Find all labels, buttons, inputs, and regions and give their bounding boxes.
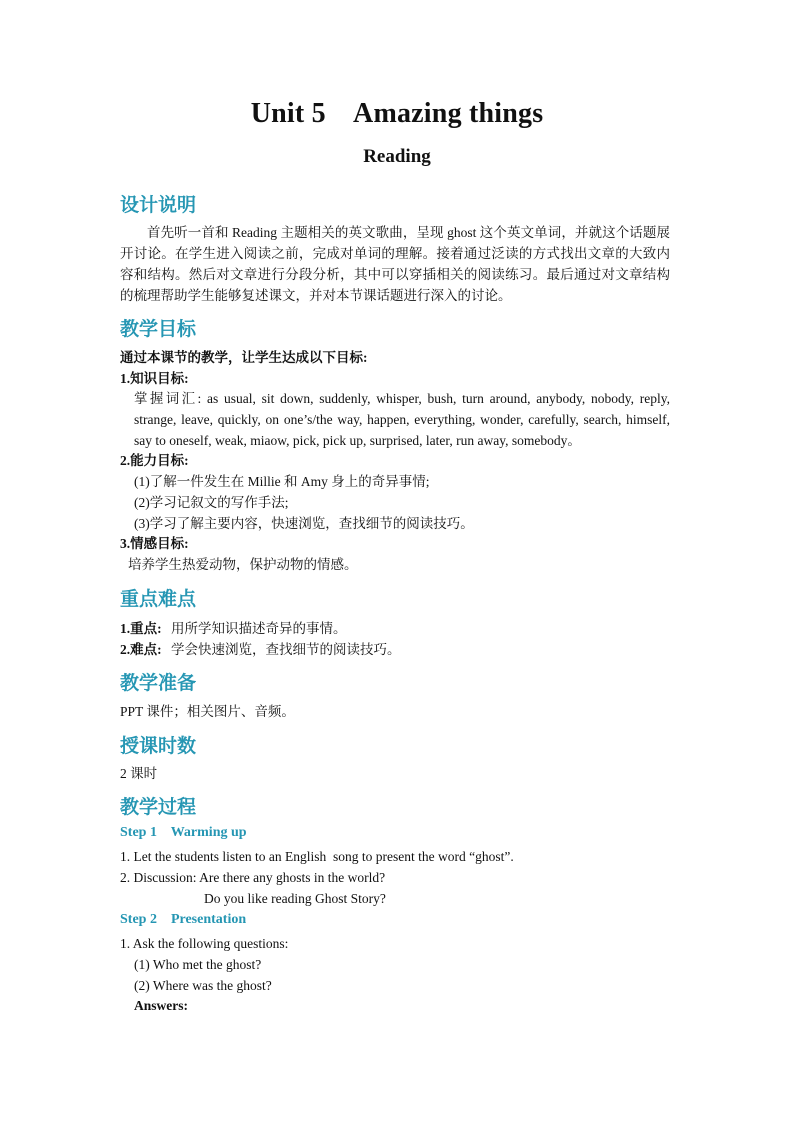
answers-label: Answers: bbox=[134, 998, 188, 1013]
ability-goal-3: (3)学习了解主要内容，快速浏览，查找细节的阅读技巧。 bbox=[134, 516, 474, 531]
key-point-row bbox=[120, 618, 347, 639]
step2-heading: Step 2 Presentation bbox=[120, 912, 247, 927]
design-notes-text: 首先听一首和 Reading 主题相关的英文歌曲，呈现 ghost 这个英文单词，并就这个话题展开讨论。在学生进入阅读之前，完成对单词的理解。接着通过泛读的方式找出文章的大致内容和结构。然后对文章进行分段分析，其中可以穿插相关的阅读练习。最后通过对文章结构的梳理帮助学生能够复述课文，并对本节课话题进行深入的讨论。 bbox=[120, 225, 670, 303]
knowledge-goal-text: 掌握词汇: as usual, sit down, suddenly, whisper, bush, turn around, anybody, nobody, reply, strange, leave, quickly, on one’s/the way, happen, everything, wonder, carefully, search, himself, say to oneself, weak, miaow, pick, pick up, surprised, later, run away, somebody。 bbox=[134, 391, 670, 448]
step1-line-2: 2. Discussion: Are there any ghosts in the world? bbox=[120, 870, 386, 885]
heading-teaching-goals: 教学目标 bbox=[120, 318, 197, 340]
step2-line-1: 1. Ask the following questions: bbox=[120, 936, 289, 951]
heading-teaching-process: 教学过程 bbox=[120, 796, 197, 818]
step1-line-3: Do you like reading Ghost Story? bbox=[204, 891, 386, 906]
ability-goal-label: 2.能力目标: bbox=[120, 453, 189, 468]
step2-question-1: (1) Who met the ghost? bbox=[134, 957, 262, 972]
difficulty-row bbox=[120, 639, 401, 660]
goals-intro: 通过本课节的教学，让学生达成以下目标: bbox=[120, 350, 368, 365]
step2-question-2: (2) Where was the ghost? bbox=[134, 978, 272, 993]
difficulty-text: 学会快速浏览，查找细节的阅读技巧。 bbox=[171, 642, 401, 657]
step1-line-1: 1. Let the students listen to an English song to present the word “ghost”. bbox=[120, 849, 514, 864]
ability-goal-2: (2)学习记叙文的写作手法; bbox=[134, 495, 289, 510]
document-subtitle: Reading bbox=[363, 146, 431, 167]
difficulty-label: 2.难点: bbox=[120, 642, 162, 657]
emotion-goal-text: 培养学生热爱动物，保护动物的情感。 bbox=[128, 557, 358, 572]
heading-key-points: 重点难点 bbox=[120, 588, 197, 610]
heading-preparation: 教学准备 bbox=[120, 672, 197, 694]
preparation-text: PPT 课件；相关图片、音频。 bbox=[120, 704, 295, 719]
emotion-goal-label: 3.情感目标: bbox=[120, 536, 189, 551]
step1-heading: Step 1 Warming up bbox=[120, 825, 247, 840]
document-title: Unit 5 Amazing things bbox=[250, 98, 544, 129]
key-point-text: 用所学知识描述奇异的事情。 bbox=[171, 621, 347, 636]
class-hours-text: 2 课时 bbox=[120, 766, 158, 781]
key-point-label: 1.重点: bbox=[120, 621, 162, 636]
ability-goal-1: (1)了解一件发生在 Millie 和 Amy 身上的奇异事情; bbox=[134, 474, 430, 489]
heading-class-hours: 授课时数 bbox=[120, 735, 197, 757]
knowledge-goal-label: 1.知识目标: bbox=[120, 371, 189, 386]
heading-design-notes: 设计说明 bbox=[120, 194, 197, 216]
